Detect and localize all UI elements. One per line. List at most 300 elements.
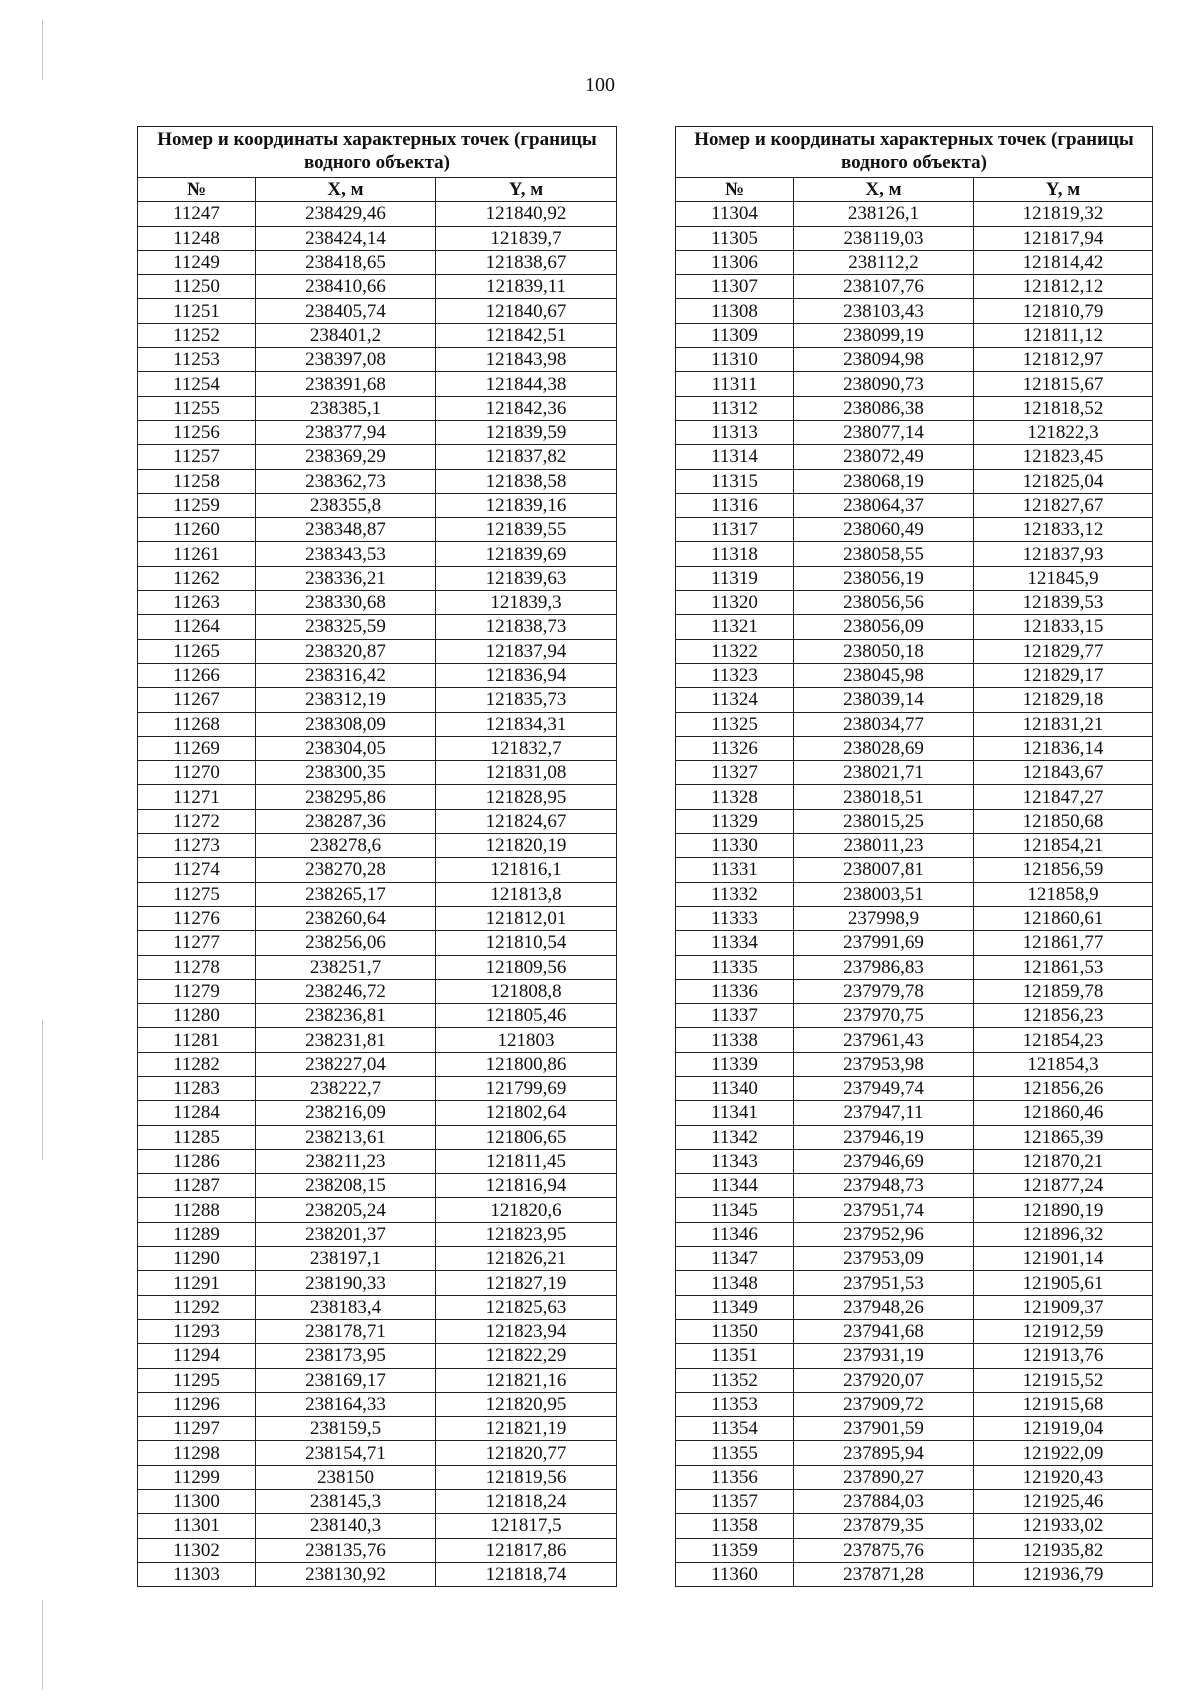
y-coordinate-cell: 121870,21 [974,1149,1153,1173]
table-row [676,1101,1153,1125]
x-coordinate-cell: 237948,73 [794,1174,974,1198]
x-coordinate-cell: 238119,03 [794,226,974,250]
y-coordinate-cell: 121839,59 [436,420,617,444]
table-row [676,323,1153,347]
point-number-cell: 11323 [676,663,794,687]
y-coordinate-cell: 121836,94 [436,663,617,687]
y-coordinate-cell: 121843,98 [436,348,617,372]
y-coordinate-cell: 121890,19 [974,1198,1153,1222]
point-number-cell: 11359 [676,1538,794,1562]
table-caption: Номер и координаты характерных точек (границы водного объекта) [676,127,1153,178]
point-number-cell: 11353 [676,1392,794,1416]
table-row [138,1368,617,1392]
table-row [676,420,1153,444]
table-row [676,955,1153,979]
table-row [676,1368,1153,1392]
x-coordinate-cell: 237946,69 [794,1149,974,1173]
table-row [138,1465,617,1489]
table-row [676,1028,1153,1052]
x-coordinate-cell: 238112,2 [794,250,974,274]
y-coordinate-cell: 121833,12 [974,518,1153,542]
x-coordinate-cell: 238265,17 [256,882,436,906]
y-coordinate-cell: 121806,65 [436,1125,617,1149]
point-number-cell: 11248 [138,226,256,250]
y-coordinate-cell: 121859,78 [974,979,1153,1003]
table-row [676,1392,1153,1416]
x-coordinate-cell: 237951,53 [794,1271,974,1295]
table-row [138,736,617,760]
y-coordinate-cell: 121819,56 [436,1465,617,1489]
y-coordinate-cell: 121905,61 [974,1271,1153,1295]
table-row [138,1101,617,1125]
table-row [676,663,1153,687]
y-coordinate-cell: 121909,37 [974,1295,1153,1319]
x-coordinate-cell: 238227,04 [256,1052,436,1076]
x-coordinate-cell: 238107,76 [794,275,974,299]
table-row [138,396,617,420]
table-row [138,299,617,323]
point-number-cell: 11268 [138,712,256,736]
table-row [138,1028,617,1052]
y-coordinate-cell: 121815,67 [974,372,1153,396]
x-coordinate-cell: 238015,25 [794,809,974,833]
y-coordinate-cell: 121819,32 [974,202,1153,226]
y-coordinate-cell: 121821,16 [436,1368,617,1392]
point-number-cell: 11342 [676,1125,794,1149]
x-coordinate-cell: 238320,87 [256,639,436,663]
x-coordinate-cell: 237871,28 [794,1562,974,1586]
page-number: 100 [585,74,615,96]
point-number-cell: 11332 [676,882,794,906]
point-number-cell: 11278 [138,955,256,979]
table-row [138,906,617,930]
table-row [138,639,617,663]
table-row [138,226,617,250]
point-number-cell: 11280 [138,1004,256,1028]
point-number-cell: 11343 [676,1149,794,1173]
table-row [138,1125,617,1149]
table-row [676,1222,1153,1246]
point-number-cell: 11352 [676,1368,794,1392]
table-row [138,858,617,882]
point-number-cell: 11348 [676,1271,794,1295]
y-coordinate-cell: 121817,5 [436,1514,617,1538]
x-coordinate-cell: 238418,65 [256,250,436,274]
x-coordinate-cell: 238011,23 [794,834,974,858]
x-coordinate-cell: 238362,73 [256,469,436,493]
point-number-cell: 11325 [676,712,794,736]
y-coordinate-cell: 121812,97 [974,348,1153,372]
x-coordinate-cell: 237931,19 [794,1344,974,1368]
y-coordinate-cell: 121820,95 [436,1392,617,1416]
x-coordinate-cell: 238316,42 [256,663,436,687]
x-coordinate-cell: 237875,76 [794,1538,974,1562]
table-row [138,1052,617,1076]
point-number-cell: 11250 [138,275,256,299]
table-row [676,1514,1153,1538]
point-number-cell: 11253 [138,348,256,372]
point-number-cell: 11315 [676,469,794,493]
point-number-cell: 11262 [138,566,256,590]
point-number-cell: 11312 [676,396,794,420]
point-number-cell: 11346 [676,1222,794,1246]
point-number-cell: 11306 [676,250,794,274]
point-number-cell: 11273 [138,834,256,858]
y-coordinate-cell: 121810,79 [974,299,1153,323]
point-number-cell: 11271 [138,785,256,809]
y-coordinate-cell: 121839,69 [436,542,617,566]
y-coordinate-cell: 121839,11 [436,275,617,299]
table-body [676,202,1153,1587]
x-coordinate-cell: 238348,87 [256,518,436,542]
y-coordinate-cell: 121854,3 [974,1052,1153,1076]
table-row [138,469,617,493]
x-coordinate-cell: 237998,9 [794,906,974,930]
point-number-cell: 11360 [676,1562,794,1586]
table-row [676,1149,1153,1173]
x-coordinate-cell: 238126,1 [794,202,974,226]
table-row [138,809,617,833]
table-row [676,299,1153,323]
point-number-cell: 11329 [676,809,794,833]
table-row [676,1052,1153,1076]
x-coordinate-cell: 237946,19 [794,1125,974,1149]
table-row [138,348,617,372]
y-coordinate-cell: 121844,38 [436,372,617,396]
table-row [676,348,1153,372]
x-coordinate-cell: 238336,21 [256,566,436,590]
scan-margin-mark [42,1600,43,1690]
y-coordinate-cell: 121823,94 [436,1319,617,1343]
x-coordinate-cell: 238312,19 [256,688,436,712]
y-coordinate-cell: 121850,68 [974,809,1153,833]
point-number-cell: 11288 [138,1198,256,1222]
y-coordinate-cell: 121820,6 [436,1198,617,1222]
point-number-cell: 11261 [138,542,256,566]
table-row [138,1319,617,1343]
x-coordinate-cell: 237961,43 [794,1028,974,1052]
y-coordinate-cell: 121820,19 [436,834,617,858]
y-coordinate-cell: 121820,77 [436,1441,617,1465]
table-row [676,931,1153,955]
x-coordinate-cell: 238056,19 [794,566,974,590]
x-coordinate-cell: 238429,46 [256,202,436,226]
table-row [676,396,1153,420]
x-coordinate-cell: 237920,07 [794,1368,974,1392]
table-row [676,250,1153,274]
y-coordinate-cell: 121925,46 [974,1490,1153,1514]
table-row [138,1076,617,1100]
point-number-cell: 11282 [138,1052,256,1076]
column-header-x: X, м [256,178,436,202]
table-row [676,1538,1153,1562]
point-number-cell: 11265 [138,639,256,663]
table-row [676,906,1153,930]
y-coordinate-cell: 121824,67 [436,809,617,833]
table-row [676,542,1153,566]
y-coordinate-cell: 121831,21 [974,712,1153,736]
table-row [138,1417,617,1441]
y-coordinate-cell: 121877,24 [974,1174,1153,1198]
y-coordinate-cell: 121818,52 [974,396,1153,420]
x-coordinate-cell: 238190,33 [256,1271,436,1295]
x-coordinate-cell: 238150 [256,1465,436,1489]
table-row [676,615,1153,639]
table-row [138,591,617,615]
point-number-cell: 11330 [676,834,794,858]
point-number-cell: 11357 [676,1490,794,1514]
x-coordinate-cell: 238401,2 [256,323,436,347]
y-coordinate-cell: 121831,08 [436,761,617,785]
y-coordinate-cell: 121839,55 [436,518,617,542]
x-coordinate-cell: 238256,06 [256,931,436,955]
point-number-cell: 11294 [138,1344,256,1368]
x-coordinate-cell: 238385,1 [256,396,436,420]
y-coordinate-cell: 121936,79 [974,1562,1153,1586]
point-number-cell: 11302 [138,1538,256,1562]
table-row [676,372,1153,396]
table-row [138,566,617,590]
point-number-cell: 11316 [676,493,794,517]
point-number-cell: 11257 [138,445,256,469]
y-coordinate-cell: 121913,76 [974,1344,1153,1368]
point-number-cell: 11313 [676,420,794,444]
point-number-cell: 11341 [676,1101,794,1125]
point-number-cell: 11256 [138,420,256,444]
point-number-cell: 11267 [138,688,256,712]
x-coordinate-cell: 238154,71 [256,1441,436,1465]
y-coordinate-cell: 121933,02 [974,1514,1153,1538]
table-row [138,882,617,906]
column-header-number: № [676,178,794,202]
x-coordinate-cell: 237991,69 [794,931,974,955]
x-coordinate-cell: 238270,28 [256,858,436,882]
y-coordinate-cell: 121799,69 [436,1076,617,1100]
y-coordinate-cell: 121840,67 [436,299,617,323]
y-coordinate-cell: 121833,15 [974,615,1153,639]
x-coordinate-cell: 237948,26 [794,1295,974,1319]
y-coordinate-cell: 121845,9 [974,566,1153,590]
y-coordinate-cell: 121858,9 [974,882,1153,906]
point-number-cell: 11281 [138,1028,256,1052]
point-number-cell: 11345 [676,1198,794,1222]
table-row [138,518,617,542]
table-row [676,688,1153,712]
point-number-cell: 11251 [138,299,256,323]
table-row [676,785,1153,809]
y-coordinate-cell: 121919,04 [974,1417,1153,1441]
table-row [676,1004,1153,1028]
x-coordinate-cell: 238278,6 [256,834,436,858]
point-number-cell: 11249 [138,250,256,274]
x-coordinate-cell: 238208,15 [256,1174,436,1198]
table-row [138,663,617,687]
point-number-cell: 11279 [138,979,256,1003]
x-coordinate-cell: 237979,78 [794,979,974,1003]
point-number-cell: 11283 [138,1076,256,1100]
x-coordinate-cell: 237951,74 [794,1198,974,1222]
column-header-x: X, м [794,178,974,202]
point-number-cell: 11263 [138,591,256,615]
table-row [138,834,617,858]
x-coordinate-cell: 238018,51 [794,785,974,809]
table-row [138,1222,617,1246]
y-coordinate-cell: 121800,86 [436,1052,617,1076]
y-coordinate-cell: 121822,29 [436,1344,617,1368]
point-number-cell: 11314 [676,445,794,469]
table-row [676,1490,1153,1514]
table-row [138,1174,617,1198]
y-coordinate-cell: 121829,17 [974,663,1153,687]
x-coordinate-cell: 238145,3 [256,1490,436,1514]
x-coordinate-cell: 238405,74 [256,299,436,323]
x-coordinate-cell: 238050,18 [794,639,974,663]
point-number-cell: 11264 [138,615,256,639]
point-number-cell: 11320 [676,591,794,615]
table-row [676,1174,1153,1198]
x-coordinate-cell: 237941,68 [794,1319,974,1343]
y-coordinate-cell: 121839,3 [436,591,617,615]
y-coordinate-cell: 121860,61 [974,906,1153,930]
point-number-cell: 11340 [676,1076,794,1100]
x-coordinate-cell: 237895,94 [794,1441,974,1465]
x-coordinate-cell: 238045,98 [794,663,974,687]
point-number-cell: 11298 [138,1441,256,1465]
x-coordinate-cell: 237947,11 [794,1101,974,1125]
table-row [676,761,1153,785]
y-coordinate-cell: 121805,46 [436,1004,617,1028]
point-number-cell: 11274 [138,858,256,882]
x-coordinate-cell: 238377,94 [256,420,436,444]
table-row [676,493,1153,517]
x-coordinate-cell: 238135,76 [256,1538,436,1562]
x-coordinate-cell: 238068,19 [794,469,974,493]
y-coordinate-cell: 121922,09 [974,1441,1153,1465]
x-coordinate-cell: 238300,35 [256,761,436,785]
table-row [138,1198,617,1222]
y-coordinate-cell: 121832,7 [436,736,617,760]
x-coordinate-cell: 238304,05 [256,736,436,760]
table-row [676,809,1153,833]
x-coordinate-cell: 238058,55 [794,542,974,566]
table-row [138,1344,617,1368]
x-coordinate-cell: 238205,24 [256,1198,436,1222]
point-number-cell: 11321 [676,615,794,639]
table-row [138,1247,617,1271]
x-coordinate-cell: 237970,75 [794,1004,974,1028]
y-coordinate-cell: 121810,54 [436,931,617,955]
y-coordinate-cell: 121808,8 [436,979,617,1003]
point-number-cell: 11272 [138,809,256,833]
table-body [138,202,617,1587]
x-coordinate-cell: 238077,14 [794,420,974,444]
point-number-cell: 11266 [138,663,256,687]
table-row [676,736,1153,760]
x-coordinate-cell: 238060,49 [794,518,974,542]
table-row [676,858,1153,882]
point-number-cell: 11303 [138,1562,256,1586]
table-row [138,761,617,785]
point-number-cell: 11344 [676,1174,794,1198]
x-coordinate-cell: 238094,98 [794,348,974,372]
column-header-y: Y, м [436,178,617,202]
y-coordinate-cell: 121839,7 [436,226,617,250]
y-coordinate-cell: 121828,95 [436,785,617,809]
table-row [676,469,1153,493]
table-row [676,518,1153,542]
table-row [676,445,1153,469]
table-row [676,275,1153,299]
x-coordinate-cell: 238260,64 [256,906,436,930]
x-coordinate-cell: 238325,59 [256,615,436,639]
point-number-cell: 11259 [138,493,256,517]
table-row [676,1271,1153,1295]
table-row [138,712,617,736]
scan-margin-mark [42,20,43,80]
table-row [676,591,1153,615]
point-number-cell: 11338 [676,1028,794,1052]
x-coordinate-cell: 238236,81 [256,1004,436,1028]
table-row [676,1344,1153,1368]
y-coordinate-cell: 121818,24 [436,1490,617,1514]
point-number-cell: 11347 [676,1247,794,1271]
y-coordinate-cell: 121842,36 [436,396,617,420]
column-header-number: № [138,178,256,202]
point-number-cell: 11354 [676,1417,794,1441]
y-coordinate-cell: 121915,52 [974,1368,1153,1392]
x-coordinate-cell: 238201,37 [256,1222,436,1246]
point-number-cell: 11318 [676,542,794,566]
point-number-cell: 11335 [676,955,794,979]
point-number-cell: 11299 [138,1465,256,1489]
table-row [138,323,617,347]
point-number-cell: 11295 [138,1368,256,1392]
point-number-cell: 11297 [138,1417,256,1441]
point-number-cell: 11270 [138,761,256,785]
table-row [676,979,1153,1003]
point-number-cell: 11293 [138,1319,256,1343]
point-number-cell: 11355 [676,1441,794,1465]
table-row [676,1295,1153,1319]
table-row [138,688,617,712]
y-coordinate-cell: 121835,73 [436,688,617,712]
table-row [676,1417,1153,1441]
table-row [676,566,1153,590]
point-number-cell: 11284 [138,1101,256,1125]
y-coordinate-cell: 121823,95 [436,1222,617,1246]
point-number-cell: 11339 [676,1052,794,1076]
point-number-cell: 11350 [676,1319,794,1343]
point-number-cell: 11334 [676,931,794,955]
y-coordinate-cell: 121915,68 [974,1392,1153,1416]
y-coordinate-cell: 121823,45 [974,445,1153,469]
y-coordinate-cell: 121825,63 [436,1295,617,1319]
y-coordinate-cell: 121803 [436,1028,617,1052]
x-coordinate-cell: 238197,1 [256,1247,436,1271]
table-row [676,834,1153,858]
point-number-cell: 11308 [676,299,794,323]
table-row [138,372,617,396]
x-coordinate-cell: 238130,92 [256,1562,436,1586]
y-coordinate-cell: 121842,51 [436,323,617,347]
point-number-cell: 11269 [138,736,256,760]
table-row [676,1562,1153,1586]
y-coordinate-cell: 121839,63 [436,566,617,590]
x-coordinate-cell: 238064,37 [794,493,974,517]
x-coordinate-cell: 238178,71 [256,1319,436,1343]
y-coordinate-cell: 121837,93 [974,542,1153,566]
column-header-y: Y, м [974,178,1153,202]
